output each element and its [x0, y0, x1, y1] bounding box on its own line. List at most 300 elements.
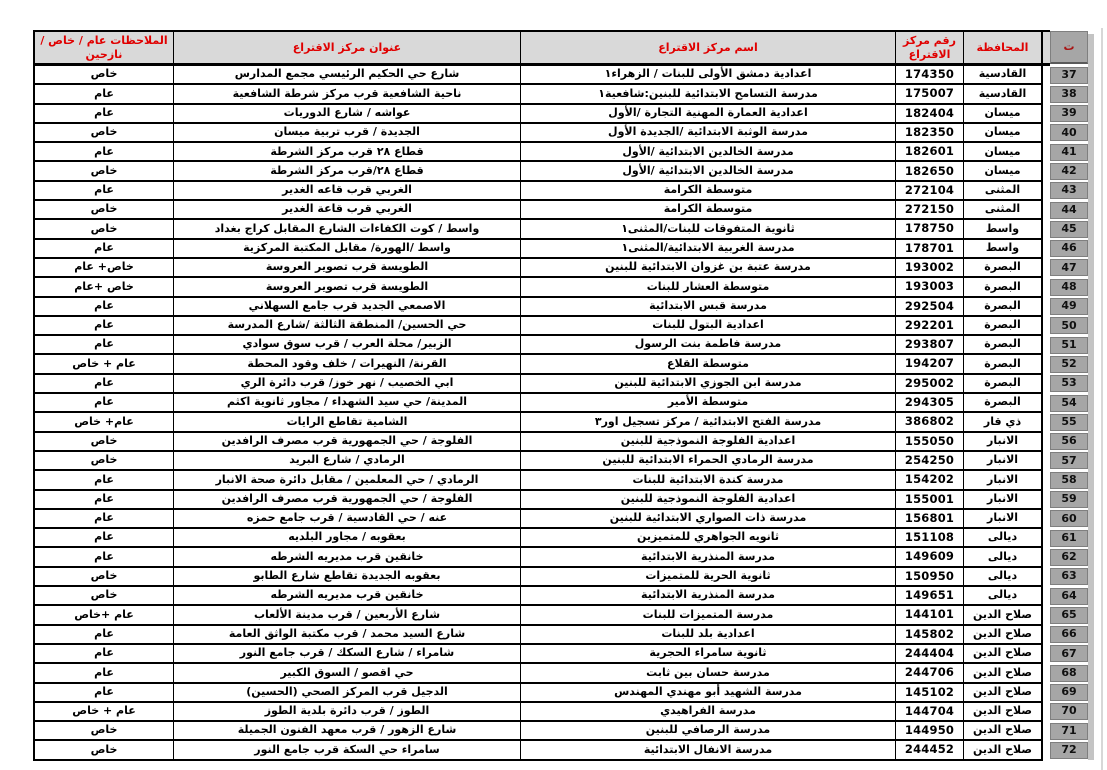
- column-gap: [1043, 336, 1050, 355]
- governorate-cell: صلاح الدين: [963, 645, 1043, 664]
- table-row: [33, 684, 1088, 703]
- row-index: 71: [1050, 723, 1088, 740]
- column-gap: [1043, 317, 1050, 336]
- governorate-cell: البصرة: [963, 259, 1043, 278]
- column-gap: [1043, 278, 1050, 297]
- notes-cell: عام: [33, 510, 173, 529]
- row-index: 54: [1050, 395, 1088, 412]
- row-index: 63: [1050, 568, 1088, 585]
- notes-cell: عام: [33, 491, 173, 510]
- column-gap: [1043, 162, 1050, 181]
- column-gap: [1043, 375, 1050, 394]
- center-name-cell: مدرسة الوثبة الابتدائية /الجديدة الأول: [520, 124, 895, 143]
- table-row: [33, 336, 1088, 355]
- center-number-cell: 244706: [895, 664, 963, 683]
- row-index: 68: [1050, 665, 1088, 682]
- center-number-cell: 150950: [895, 568, 963, 587]
- center-name-cell: مدرسة قبس الابتدائية: [520, 298, 895, 317]
- table-row: [33, 529, 1088, 548]
- center-address-cell: الفلوجة / حي الجمهورية قرب مصرف الرافدين: [173, 433, 520, 452]
- center-number-cell: 292504: [895, 298, 963, 317]
- center-number-cell: 149651: [895, 587, 963, 606]
- governorate-cell: البصرة: [963, 298, 1043, 317]
- index-column-shadow: [1088, 34, 1094, 760]
- column-gap: [1043, 568, 1050, 587]
- center-name-cell: مدرسة كندة الابتدائية للبنات: [520, 471, 895, 490]
- governorate-cell: صلاح الدين: [963, 703, 1043, 722]
- polling-centers-table: [33, 30, 1088, 761]
- notes-cell: عام: [33, 529, 173, 548]
- center-address-cell: الطوز / قرب دائرة بلدية الطوز: [173, 703, 520, 722]
- center-number-cell: 193002: [895, 259, 963, 278]
- center-number-cell: 292201: [895, 317, 963, 336]
- governorate-cell: البصرة: [963, 278, 1043, 297]
- center-number-cell: 178701: [895, 240, 963, 259]
- notes-cell: عام: [33, 664, 173, 683]
- column-gap: [1043, 684, 1050, 703]
- row-index: 42: [1050, 163, 1088, 180]
- table-row: [33, 741, 1088, 760]
- center-number-cell: 175007: [895, 85, 963, 104]
- column-gap: [1043, 355, 1050, 374]
- row-index: 40: [1050, 124, 1088, 141]
- governorate-cell: واسط: [963, 240, 1043, 259]
- governorate-cell: الانبار: [963, 471, 1043, 490]
- governorate-cell: ميسان: [963, 105, 1043, 124]
- notes-cell: عام+ خاص: [33, 413, 173, 432]
- governorate-cell: القادسية: [963, 85, 1043, 104]
- center-name-cell: مدرسة المتميزات للبنات: [520, 606, 895, 625]
- column-gap: [1043, 259, 1050, 278]
- row-index: 59: [1050, 491, 1088, 508]
- row-index: 66: [1050, 626, 1088, 643]
- notes-cell: عام: [33, 394, 173, 413]
- notes-cell: عام: [33, 548, 173, 567]
- notes-cell: عام: [33, 105, 173, 124]
- notes-cell: عام: [33, 684, 173, 703]
- row-index: 44: [1050, 202, 1088, 219]
- governorate-cell: المثنى: [963, 182, 1043, 201]
- center-number-cell: 182601: [895, 143, 963, 162]
- page-edge-line: [1101, 28, 1103, 770]
- notes-cell: عام: [33, 317, 173, 336]
- governorate-cell: ديالى: [963, 587, 1043, 606]
- row-index: 60: [1050, 510, 1088, 527]
- notes-cell: خاص: [33, 66, 173, 85]
- table-row: [33, 645, 1088, 664]
- governorate-cell: صلاح الدين: [963, 741, 1043, 760]
- center-number-cell: 144950: [895, 722, 963, 741]
- table-row: [33, 413, 1088, 432]
- column-gap: [1043, 298, 1050, 317]
- center-number-cell: 144704: [895, 703, 963, 722]
- notes-cell: عام +خاص: [33, 606, 173, 625]
- column-gap: [1043, 606, 1050, 625]
- center-address-cell: القرنة/ النهيرات / خلف وقود المحطة: [173, 355, 520, 374]
- center-address-cell: قطاع ٢٨ قرب مركز الشرطة: [173, 143, 520, 162]
- center-number-cell: 272104: [895, 182, 963, 201]
- governorate-cell: البصرة: [963, 317, 1043, 336]
- column-gap: [1043, 182, 1050, 201]
- notes-cell: عام: [33, 143, 173, 162]
- governorate-cell: الانبار: [963, 433, 1043, 452]
- center-name-cell: مدرسة الغربية الابتدائية/المثنى١: [520, 240, 895, 259]
- row-index: 41: [1050, 144, 1088, 161]
- governorate-cell: البصرة: [963, 375, 1043, 394]
- center-name-cell: متوسطة العشار للبنات: [520, 278, 895, 297]
- center-address-cell: شامراء / شارع السكك / قرب جامع النور: [173, 645, 520, 664]
- center-address-cell: سامراء حي السكة قرب جامع النور: [173, 741, 520, 760]
- center-number-cell: 151108: [895, 529, 963, 548]
- center-name-cell: مدرسة الشهيد أبو مهندي المهندس: [520, 684, 895, 703]
- table-header-row: [33, 30, 1088, 66]
- notes-cell: عام: [33, 336, 173, 355]
- center-name-cell: متوسطة الأمير: [520, 394, 895, 413]
- table-row: [33, 587, 1088, 606]
- center-address-cell: عواشه / شارع الدوريات: [173, 105, 520, 124]
- center-name-cell: متوسطة الكرامة: [520, 182, 895, 201]
- center-address-cell: الزبير/ محلة العرب / قرب سوق سوادي: [173, 336, 520, 355]
- row-index: 67: [1050, 645, 1088, 662]
- column-gap: [1043, 703, 1050, 722]
- center-number-cell: 182650: [895, 162, 963, 181]
- center-address-cell: خانقين قرب مديريه الشرطه: [173, 548, 520, 567]
- column-gap: [1043, 85, 1050, 104]
- table-row: [33, 220, 1088, 239]
- governorate-cell: صلاح الدين: [963, 606, 1043, 625]
- center-name-cell: مدرسة المنذرية الابتدائية: [520, 587, 895, 606]
- notes-cell: خاص+ عام: [33, 259, 173, 278]
- column-gap: [1043, 413, 1050, 432]
- governorate-cell: الانبار: [963, 452, 1043, 471]
- center-name-cell: اعدادية الفلوجة النموذجية للبنين: [520, 491, 895, 510]
- column-gap: [1043, 105, 1050, 124]
- center-name-cell: مدرسة حسان بين ثابت: [520, 664, 895, 683]
- center-number-cell: 182350: [895, 124, 963, 143]
- row-index: 43: [1050, 182, 1088, 199]
- center-address-cell: قطاع ٢٨/قرب مركز الشرطة: [173, 162, 520, 181]
- notes-cell: خاص: [33, 201, 173, 220]
- center-number-cell: 254250: [895, 452, 963, 471]
- governorate-cell: صلاح الدين: [963, 684, 1043, 703]
- center-address-cell: شارع الأربعين / قرب مدينة الألعاب: [173, 606, 520, 625]
- column-gap: [1043, 201, 1050, 220]
- header-governorate: المحافظة: [963, 30, 1043, 66]
- center-number-cell: 294305: [895, 394, 963, 413]
- table-row: [33, 722, 1088, 741]
- center-address-cell: الرمادي / شارع البريد: [173, 452, 520, 471]
- notes-cell: خاص: [33, 220, 173, 239]
- center-number-cell: 178750: [895, 220, 963, 239]
- table-row: [33, 124, 1088, 143]
- row-index: 57: [1050, 452, 1088, 469]
- notes-cell: عام: [33, 375, 173, 394]
- column-gap: [1043, 394, 1050, 413]
- center-name-cell: ثانوية الحرية للمتميزات: [520, 568, 895, 587]
- center-address-cell: المدينة/ حي سيد الشهداء / مجاور ثانوية اكثم: [173, 394, 520, 413]
- row-index: 46: [1050, 240, 1088, 257]
- notes-cell: خاص: [33, 587, 173, 606]
- header-notes: الملاحظات عام / خاص / نازحين: [33, 30, 173, 66]
- center-address-cell: عنه / حي القادسية / قرب جامع حمزه: [173, 510, 520, 529]
- governorate-cell: صلاح الدين: [963, 626, 1043, 645]
- governorate-cell: ميسان: [963, 124, 1043, 143]
- center-address-cell: شارع حي الحكيم الرئيسي مجمع المدارس: [173, 66, 520, 85]
- governorate-cell: المثنى: [963, 201, 1043, 220]
- notes-cell: عام + خاص: [33, 703, 173, 722]
- center-address-cell: ابي الخصيب / نهر خوز/ قرب دائرة الري: [173, 375, 520, 394]
- row-index: 53: [1050, 375, 1088, 392]
- row-index: 45: [1050, 221, 1088, 238]
- header-index: ت: [1050, 31, 1088, 64]
- table-row: [33, 162, 1088, 181]
- center-address-cell: حي اقصو / السوق الكبير: [173, 664, 520, 683]
- header-center-name: اسم مركز الاقتراع: [520, 30, 895, 66]
- center-address-cell: الطويسة قرب تصوير العروسة: [173, 278, 520, 297]
- center-address-cell: خانقين قرب مديريه الشرطه: [173, 587, 520, 606]
- table-row: [33, 626, 1088, 645]
- row-index: 50: [1050, 317, 1088, 334]
- governorate-cell: ميسان: [963, 143, 1043, 162]
- row-index: 55: [1050, 414, 1088, 431]
- center-name-cell: مدرسة الفراهيدي: [520, 703, 895, 722]
- governorate-cell: القادسية: [963, 66, 1043, 85]
- row-index: 64: [1050, 588, 1088, 605]
- governorate-cell: واسط: [963, 220, 1043, 239]
- center-address-cell: واسط /الهورة/ مقابل المكتبة المركزية: [173, 240, 520, 259]
- table-row: [33, 491, 1088, 510]
- column-gap: [1043, 433, 1050, 452]
- center-number-cell: 293807: [895, 336, 963, 355]
- center-number-cell: 194207: [895, 355, 963, 374]
- center-address-cell: شارع الزهور / قرب معهد الفنون الجميلة: [173, 722, 520, 741]
- notes-cell: خاص: [33, 433, 173, 452]
- center-address-cell: الشامية تقاطع الرايات: [173, 413, 520, 432]
- row-index: 70: [1050, 703, 1088, 720]
- center-number-cell: 272150: [895, 201, 963, 220]
- center-address-cell: الرمادي / حي المعلمين / مقابل دائرة صحة الانبار: [173, 471, 520, 490]
- column-gap: [1043, 30, 1050, 66]
- row-index: 61: [1050, 530, 1088, 547]
- center-name-cell: مدرسة الخالدين الابتدائية /الأول: [520, 162, 895, 181]
- center-address-cell: واسط / كوت الكفاءات الشارع المقابل كراج بغداد: [173, 220, 520, 239]
- governorate-cell: البصرة: [963, 394, 1043, 413]
- table-row: [33, 375, 1088, 394]
- header-center-address: عنوان مركز الاقتراع: [173, 30, 520, 66]
- notes-cell: عام + خاص: [33, 355, 173, 374]
- table-row: [33, 143, 1088, 162]
- column-gap: [1043, 510, 1050, 529]
- center-address-cell: الغربي قرب قاعه الغدير: [173, 182, 520, 201]
- governorate-cell: صلاح الدين: [963, 664, 1043, 683]
- row-index: 72: [1050, 742, 1088, 759]
- center-name-cell: مدرسة ابن الجوزي الابتدائية للبنين: [520, 375, 895, 394]
- header-center-number: رقم مركز الاقتراع: [895, 30, 963, 66]
- notes-cell: عام: [33, 626, 173, 645]
- row-index: 62: [1050, 549, 1088, 566]
- column-gap: [1043, 143, 1050, 162]
- center-name-cell: اعدادية بلد للبنات: [520, 626, 895, 645]
- governorate-cell: صلاح الدين: [963, 722, 1043, 741]
- center-number-cell: 386802: [895, 413, 963, 432]
- center-name-cell: اعدادية الفلوجة النموذجية للبنين: [520, 433, 895, 452]
- notes-cell: خاص: [33, 741, 173, 760]
- governorate-cell: الانبار: [963, 510, 1043, 529]
- center-address-cell: بعقوبه / مجاور البلديه: [173, 529, 520, 548]
- center-number-cell: 145802: [895, 626, 963, 645]
- center-number-cell: 155050: [895, 433, 963, 452]
- notes-cell: عام: [33, 182, 173, 201]
- row-index: 47: [1050, 259, 1088, 276]
- table-row: [33, 278, 1088, 297]
- notes-cell: خاص: [33, 162, 173, 181]
- center-name-cell: اعدادية العمارة المهنية التجارة /الأول: [520, 105, 895, 124]
- column-gap: [1043, 66, 1050, 85]
- column-gap: [1043, 529, 1050, 548]
- center-number-cell: 193003: [895, 278, 963, 297]
- center-number-cell: 155001: [895, 491, 963, 510]
- row-index: 39: [1050, 105, 1088, 122]
- table-row: [33, 355, 1088, 374]
- column-gap: [1043, 645, 1050, 664]
- table-row: [33, 664, 1088, 683]
- center-address-cell: الطويسة قرب تصوير العروسة: [173, 259, 520, 278]
- center-address-cell: حي الحسين/ المنطقة الثالثة /شارع المدرسة: [173, 317, 520, 336]
- table-row: [33, 105, 1088, 124]
- row-index: 38: [1050, 86, 1088, 103]
- row-index: 56: [1050, 433, 1088, 450]
- center-name-cell: ثانوية سامراء الحجرية: [520, 645, 895, 664]
- center-name-cell: ثانوية المتفوقات للبنات/المثنى١: [520, 220, 895, 239]
- notes-cell: خاص: [33, 568, 173, 587]
- table-row: [33, 452, 1088, 471]
- center-address-cell: الجديدة / قرب تربية ميسان: [173, 124, 520, 143]
- row-index: 37: [1050, 67, 1088, 84]
- center-name-cell: مدرسة التسامح الابتدائية للبنين:شافعية١: [520, 85, 895, 104]
- center-name-cell: مدرسة الخالدين الابتدائية /الأول: [520, 143, 895, 162]
- center-name-cell: مدرسة عتبة بن غزوان الابتدائية للبنين: [520, 259, 895, 278]
- center-name-cell: مدرسة فاطمة بنت الرسول: [520, 336, 895, 355]
- center-number-cell: 174350: [895, 66, 963, 85]
- row-index: 69: [1050, 684, 1088, 701]
- governorate-cell: ديالى: [963, 548, 1043, 567]
- table-row: [33, 259, 1088, 278]
- column-gap: [1043, 626, 1050, 645]
- row-index: 51: [1050, 337, 1088, 354]
- center-name-cell: مدرسة الرصافي للبنين: [520, 722, 895, 741]
- center-address-cell: شارع السيد محمد / قرب مكتبة الواثق العامة: [173, 626, 520, 645]
- notes-cell: عام: [33, 471, 173, 490]
- column-gap: [1043, 240, 1050, 259]
- center-number-cell: 182404: [895, 105, 963, 124]
- column-gap: [1043, 124, 1050, 143]
- center-number-cell: 295002: [895, 375, 963, 394]
- table-row: [33, 298, 1088, 317]
- table-row: [33, 703, 1088, 722]
- table-row: [33, 240, 1088, 259]
- center-number-cell: 154202: [895, 471, 963, 490]
- center-number-cell: 244452: [895, 741, 963, 760]
- table-row: [33, 606, 1088, 625]
- column-gap: [1043, 722, 1050, 741]
- notes-cell: عام: [33, 240, 173, 259]
- table-row: [33, 85, 1088, 104]
- governorate-cell: البصرة: [963, 355, 1043, 374]
- column-gap: [1043, 471, 1050, 490]
- governorate-cell: ميسان: [963, 162, 1043, 181]
- row-index: 49: [1050, 298, 1088, 315]
- center-name-cell: مدرسة المنذرية الابتدائية: [520, 548, 895, 567]
- row-index: 65: [1050, 607, 1088, 624]
- table-row: [33, 201, 1088, 220]
- notes-cell: خاص +عام: [33, 278, 173, 297]
- center-name-cell: مدرسة الرمادي الحمراء الابتدائية للبنين: [520, 452, 895, 471]
- governorate-cell: ذي قار: [963, 413, 1043, 432]
- center-number-cell: 144101: [895, 606, 963, 625]
- center-name-cell: مدرسة ذات الصواري الابتدائية للبنين: [520, 510, 895, 529]
- row-index: 58: [1050, 472, 1088, 489]
- center-number-cell: 156801: [895, 510, 963, 529]
- table-row: [33, 568, 1088, 587]
- governorate-cell: ديالى: [963, 529, 1043, 548]
- governorate-cell: البصرة: [963, 336, 1043, 355]
- center-name-cell: ثانويه الجواهري للمتميزين: [520, 529, 895, 548]
- row-index: 52: [1050, 356, 1088, 373]
- center-name-cell: اعدادية البتول للبنات: [520, 317, 895, 336]
- notes-cell: عام: [33, 85, 173, 104]
- center-address-cell: بعقوبه الجديدة تقاطع شارع الطابو: [173, 568, 520, 587]
- center-address-cell: الدجيل قرب المركز الصحي (الحسين): [173, 684, 520, 703]
- center-number-cell: 149609: [895, 548, 963, 567]
- row-index: 48: [1050, 279, 1088, 296]
- table-row: [33, 317, 1088, 336]
- column-gap: [1043, 664, 1050, 683]
- table-row: [33, 66, 1088, 85]
- notes-cell: خاص: [33, 722, 173, 741]
- center-name-cell: متوسطة الكرامة: [520, 201, 895, 220]
- notes-cell: عام: [33, 298, 173, 317]
- table-row: [33, 394, 1088, 413]
- center-number-cell: 145102: [895, 684, 963, 703]
- table-row: [33, 510, 1088, 529]
- center-address-cell: الغربي قرب قاعة الغدير: [173, 201, 520, 220]
- notes-cell: خاص: [33, 452, 173, 471]
- column-gap: [1043, 491, 1050, 510]
- center-number-cell: 244404: [895, 645, 963, 664]
- column-gap: [1043, 741, 1050, 760]
- table-row: [33, 548, 1088, 567]
- table-row: [33, 433, 1088, 452]
- column-gap: [1043, 548, 1050, 567]
- center-name-cell: متوسطة القلاع: [520, 355, 895, 374]
- center-address-cell: الاصمعي الجديد قرب جامع السهلاني: [173, 298, 520, 317]
- center-address-cell: الفلوجة / حي الجمهورية قرب مصرف الرافدين: [173, 491, 520, 510]
- center-name-cell: اعدادية دمشق الأولى للبنات / الزهراء١: [520, 66, 895, 85]
- center-name-cell: مدرسة الفتح الابتدائية / مركز تسجيل اور٣: [520, 413, 895, 432]
- column-gap: [1043, 452, 1050, 471]
- column-gap: [1043, 587, 1050, 606]
- center-address-cell: ناحية الشافعية قرب مركز شرطة الشافعية: [173, 85, 520, 104]
- notes-cell: خاص: [33, 124, 173, 143]
- governorate-cell: الانبار: [963, 491, 1043, 510]
- governorate-cell: ديالى: [963, 568, 1043, 587]
- center-name-cell: مدرسة الانفال الابتدائية: [520, 741, 895, 760]
- table-row: [33, 471, 1088, 490]
- notes-cell: عام: [33, 645, 173, 664]
- table-row: [33, 182, 1088, 201]
- table-body: [33, 66, 1088, 761]
- column-gap: [1043, 220, 1050, 239]
